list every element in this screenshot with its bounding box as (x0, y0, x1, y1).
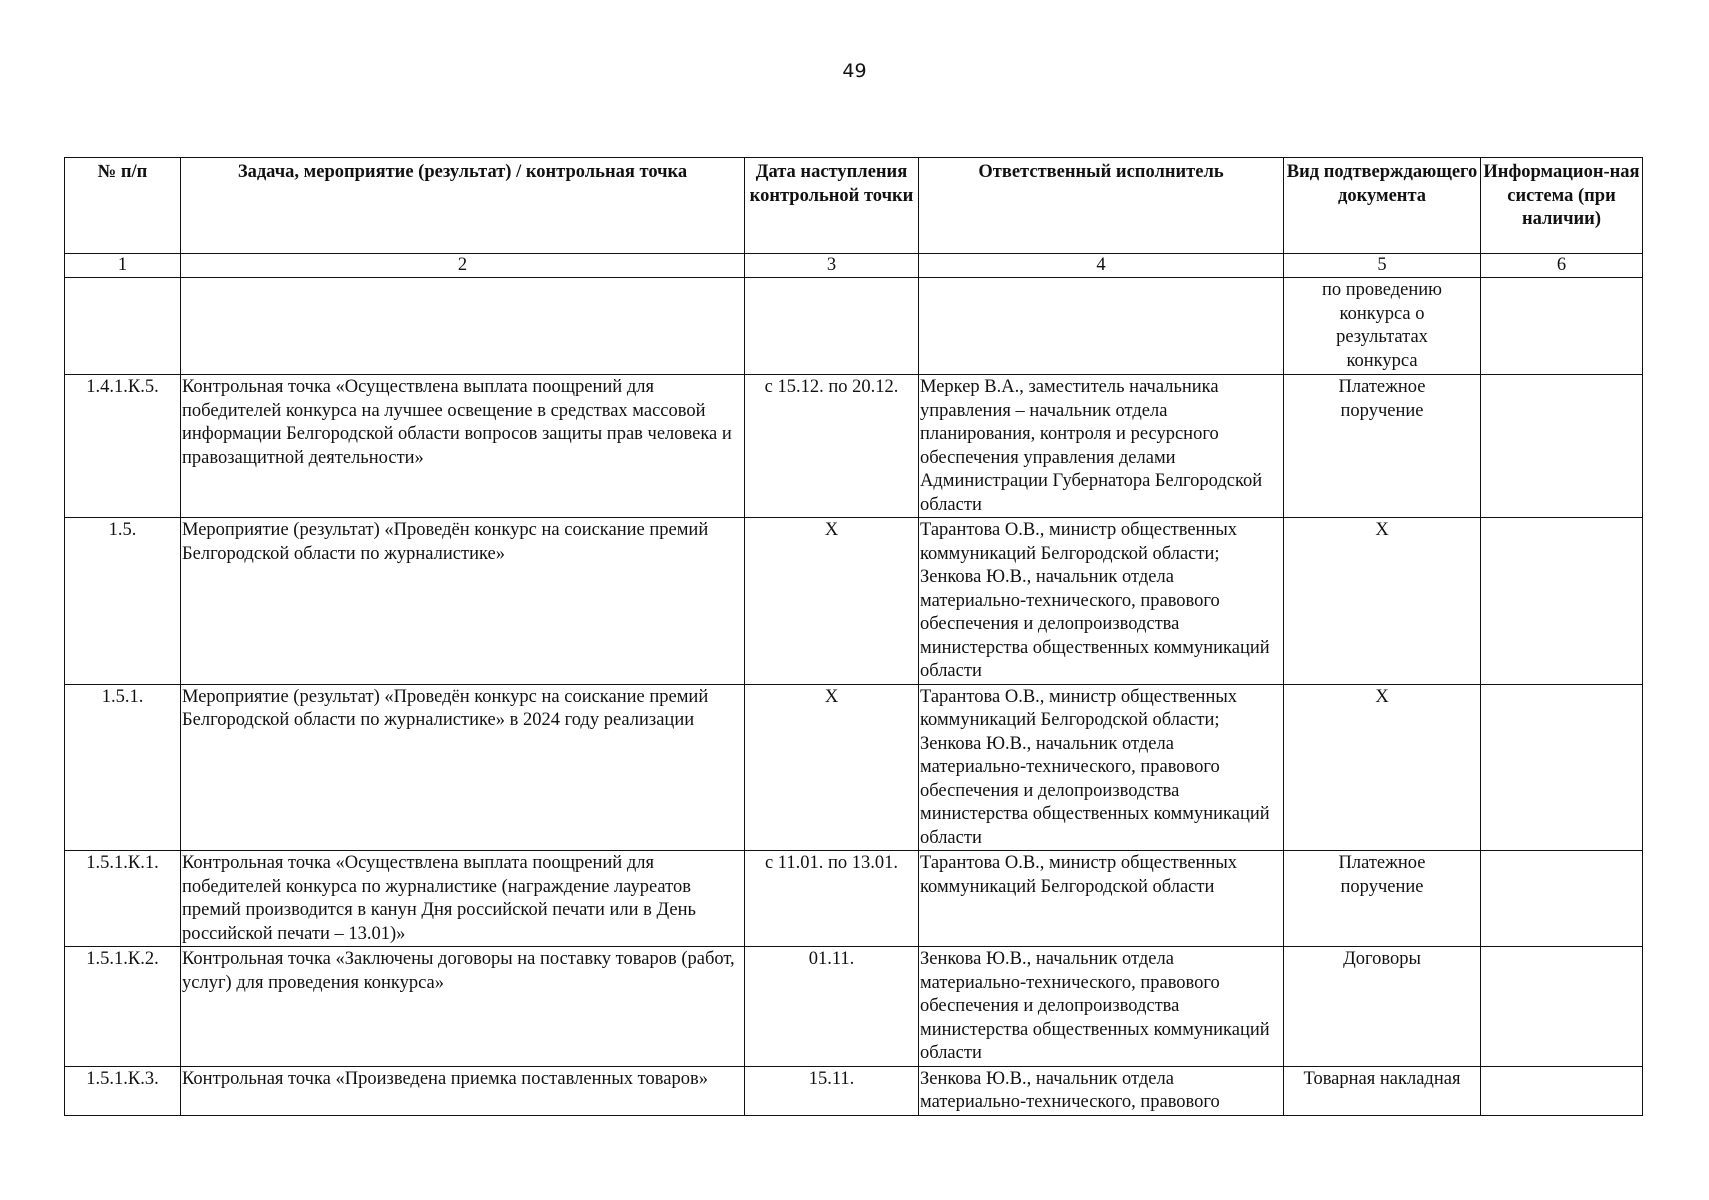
row-date (745, 278, 919, 375)
row-system (1481, 278, 1643, 375)
row-task: Мероприятие (результат) «Проведён конкурс на соискание премий Белгородской области по журналистике» (181, 518, 745, 685)
header-date: Дата наступления контрольной точки (745, 158, 919, 254)
table-row (65, 684, 1643, 851)
column-number: 2 (181, 254, 745, 278)
row-document (1284, 375, 1481, 518)
row-date: с 15.12. по 20.12. (745, 375, 919, 518)
row-date: с 11.01. по 13.01. (745, 851, 919, 947)
header-number: № п/п (65, 158, 181, 254)
row-task: Контрольная точка «Заключены договоры на поставку товаров (работ, услуг) для проведения конкурса» (181, 947, 745, 1067)
row-number (65, 278, 181, 375)
row-responsible: Зенкова Ю.В., начальник отдела материально-технического, правового (919, 1066, 1284, 1115)
row-task: Контрольная точка «Осуществлена выплата поощрений для победителей конкурса по журналистике (награждение лауреатов премий производится в канун Дня российской печати или в День российской печати – 13.01)» (181, 851, 745, 947)
row-document-text: Платежное поручение (1338, 853, 1426, 897)
row-responsible (919, 278, 1284, 375)
column-number: 6 (1481, 254, 1643, 278)
row-document-text: Платежное поручение (1338, 377, 1426, 421)
row-number: 1.5.1.К.1. (65, 851, 181, 947)
column-number: 4 (919, 254, 1284, 278)
row-responsible: Зенкова Ю.В., начальник отдела материально-технического, правового обеспечения и делопроизводства министерства общественных коммуникаций области (919, 947, 1284, 1067)
row-system (1481, 684, 1643, 851)
row-task: Контрольная точка «Осуществлена выплата поощрений для победителей конкурса на лучшее освещение в средствах массовой информации Белгородской области вопросов защиты прав человека и правозащитной деятельности» (181, 375, 745, 518)
row-system (1481, 851, 1643, 947)
header-information-system: Информацион-ная система (при наличии) (1481, 158, 1643, 254)
header-responsible: Ответственный исполнитель (919, 158, 1284, 254)
row-date: 01.11. (745, 947, 919, 1067)
header-task: Задача, мероприятие (результат) / контрольная точка (181, 158, 745, 254)
row-number: 1.5. (65, 518, 181, 685)
table-row (65, 947, 1643, 1067)
row-responsible: Тарантова О.В., министр общественных коммуникаций Белгородской области; Зенкова Ю.В., начальник отдела материально-технического, правового обеспечения и делопроизводства министерства общественных коммуникаций области (919, 518, 1284, 685)
row-document: Х (1284, 518, 1481, 685)
column-number: 1 (65, 254, 181, 278)
table-header-row (65, 158, 1643, 254)
row-document (1284, 851, 1481, 947)
row-number: 1.5.1.К.2. (65, 947, 181, 1067)
row-date: 15.11. (745, 1066, 919, 1115)
column-number: 3 (745, 254, 919, 278)
row-date: Х (745, 518, 919, 685)
table-row (65, 375, 1643, 518)
table-row (65, 851, 1643, 947)
row-task (181, 278, 745, 375)
row-system (1481, 1066, 1643, 1115)
row-responsible: Меркер В.А., заместитель начальника управления – начальник отдела планирования, контроля и ресурсного обеспечения управления делами Администрации Губернатора Белгородской области (919, 375, 1284, 518)
row-task: Мероприятие (результат) «Проведён конкурс на соискание премий Белгородской области по журналистике» в 2024 году реализации (181, 684, 745, 851)
column-numbers-row (65, 254, 1643, 278)
row-document: Договоры (1284, 947, 1481, 1067)
row-responsible: Тарантова О.В., министр общественных коммуникаций Белгородской области (919, 851, 1284, 947)
row-number: 1.4.1.К.5. (65, 375, 181, 518)
row-system (1481, 518, 1643, 685)
header-document: Вид подтверждающего документа (1284, 158, 1481, 254)
row-date: Х (745, 684, 919, 851)
table-row (65, 278, 1643, 375)
control-points-table (64, 157, 1643, 1116)
row-system (1481, 947, 1643, 1067)
row-document (1284, 278, 1481, 375)
row-document: Товарная накладная (1284, 1066, 1481, 1115)
row-document: Х (1284, 684, 1481, 851)
row-responsible: Тарантова О.В., министр общественных коммуникаций Белгородской области; Зенкова Ю.В., начальник отдела материально-технического, правового обеспечения и делопроизводства министерства общественных коммуникаций области (919, 684, 1284, 851)
table-row (65, 1066, 1643, 1115)
row-task: Контрольная точка «Произведена приемка поставленных товаров» (181, 1066, 745, 1115)
page-number: 49 (842, 60, 867, 82)
table-row (65, 518, 1643, 685)
row-number: 1.5.1.К.3. (65, 1066, 181, 1115)
row-document-text: по проведению конкурса о результатах конкурса (1321, 280, 1442, 371)
column-number: 5 (1284, 254, 1481, 278)
row-system (1481, 375, 1643, 518)
row-number: 1.5.1. (65, 684, 181, 851)
